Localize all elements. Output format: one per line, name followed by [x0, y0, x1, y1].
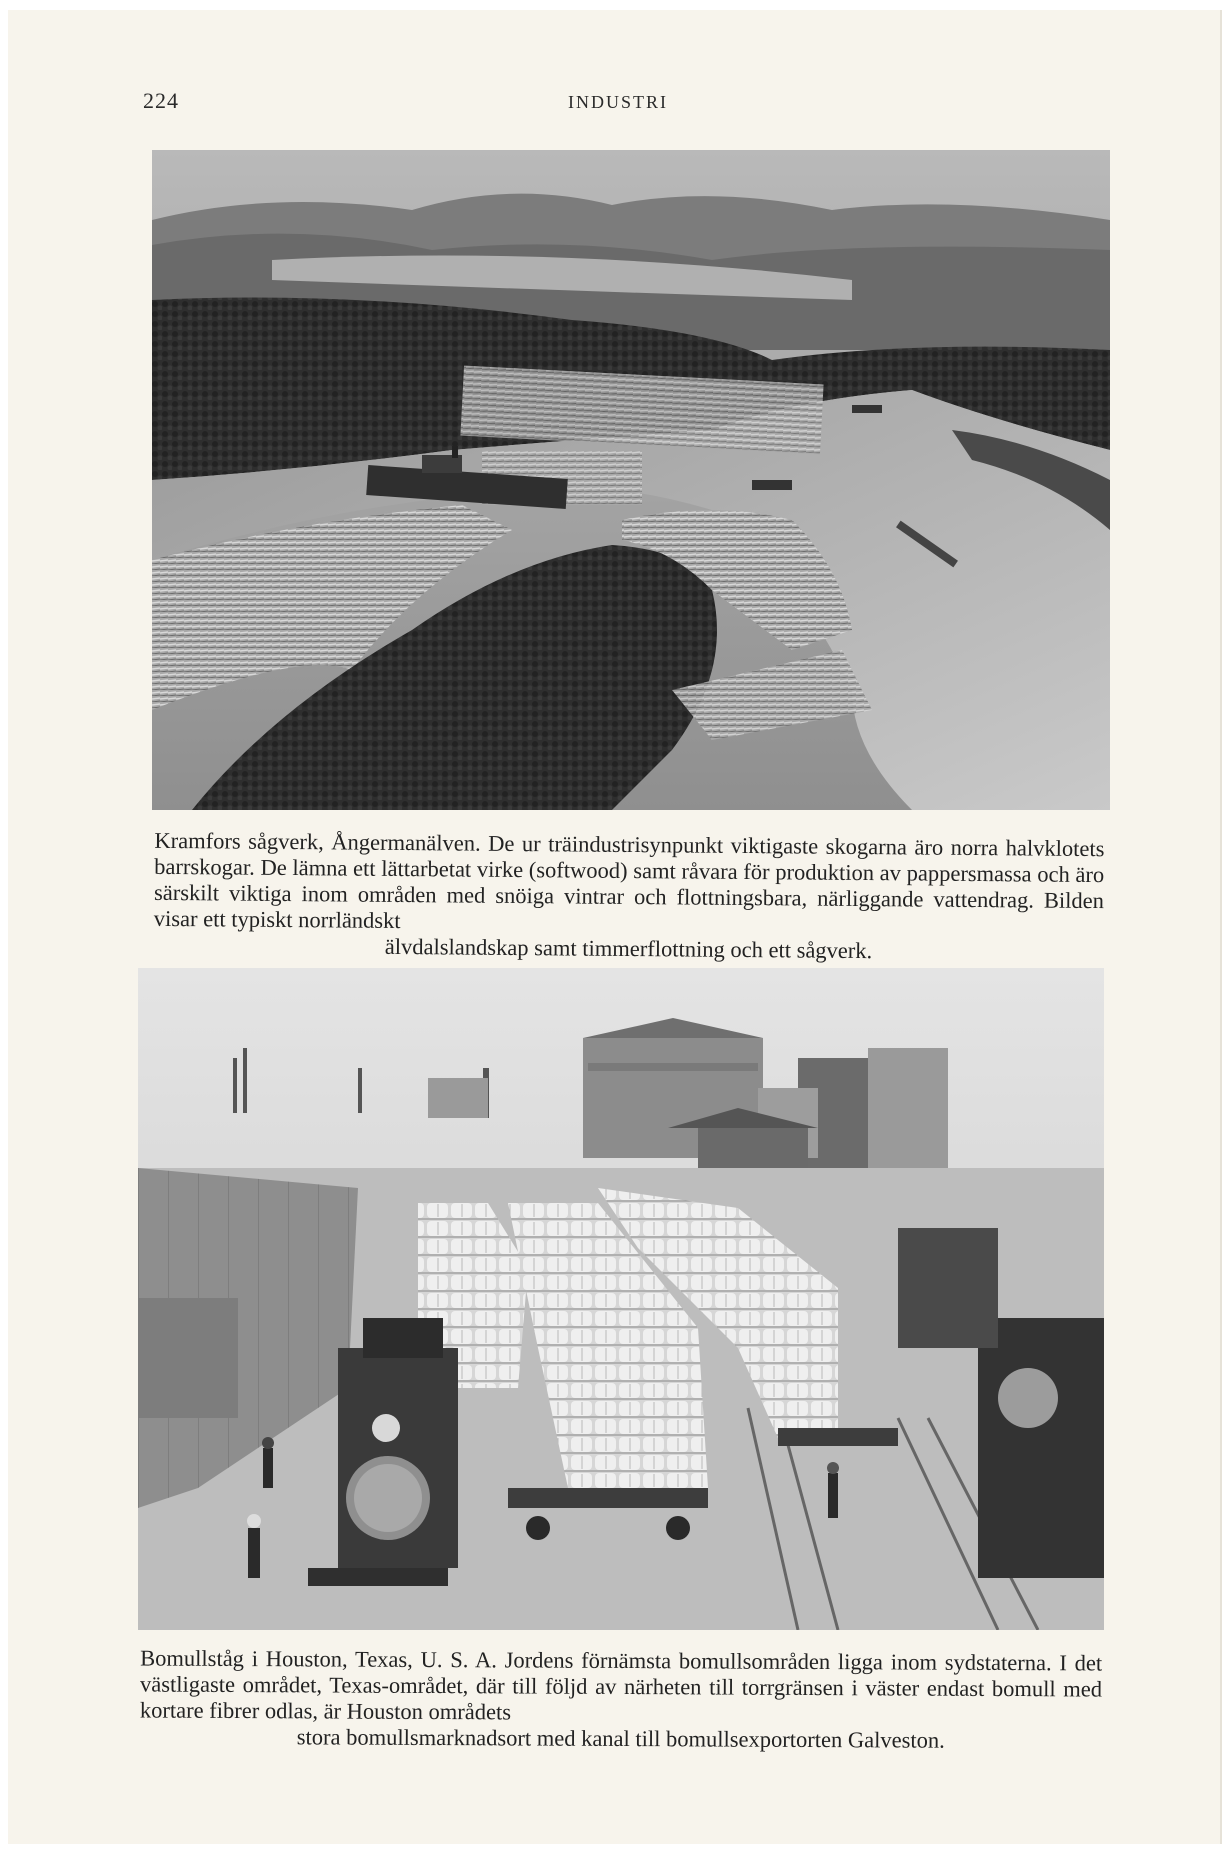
book-page [8, 10, 1222, 1844]
caption-line: till torrgränsen i väster endast bomull med kortare fibrer odlas, är Houston områdets [139, 1674, 1103, 1725]
sawmill-aerial-photo [152, 150, 1110, 810]
page-number: 224 [143, 88, 179, 113]
caption-line: Bomullståg i Houston, Texas, U. S. A. Jordens förnämsta bomullsområden ligga inom [140, 1645, 945, 1675]
caption-line: för produktion av pappersmassa och äro särskilt viktiga inom områden med snöiga [153, 858, 1105, 909]
sawmill-caption [153, 828, 1104, 966]
cotton-trains-caption [140, 1645, 1103, 1754]
caption-line: älvdalslandskap samt timmerflottning och ett sågverk. [384, 933, 873, 964]
cotton-trains-photo [138, 968, 1104, 1630]
running-title: INDUSTRI [568, 92, 668, 112]
caption-line: vintrar och flottningsbara, närliggande vattendrag. Bilden visar ett typiskt norrländskt [153, 883, 1105, 934]
page-header [8, 88, 1220, 122]
caption-line: stora bomullsmarknadsort med kanal till bomullsexportorten Galveston. [296, 1724, 945, 1753]
caption-line: norra halvklotets barrskogar. De lämna ett lättarbetat virke (softwood) samt råvara [154, 834, 1105, 884]
caption-line: Kramfors sågverk, Ångermanälven. De ur träindustrisynpunkt viktigaste skogarna äro [154, 827, 951, 860]
caption-line: sydstaterna. I det västligaste området, Texas-området, där till följd av närheten [140, 1649, 1103, 1700]
